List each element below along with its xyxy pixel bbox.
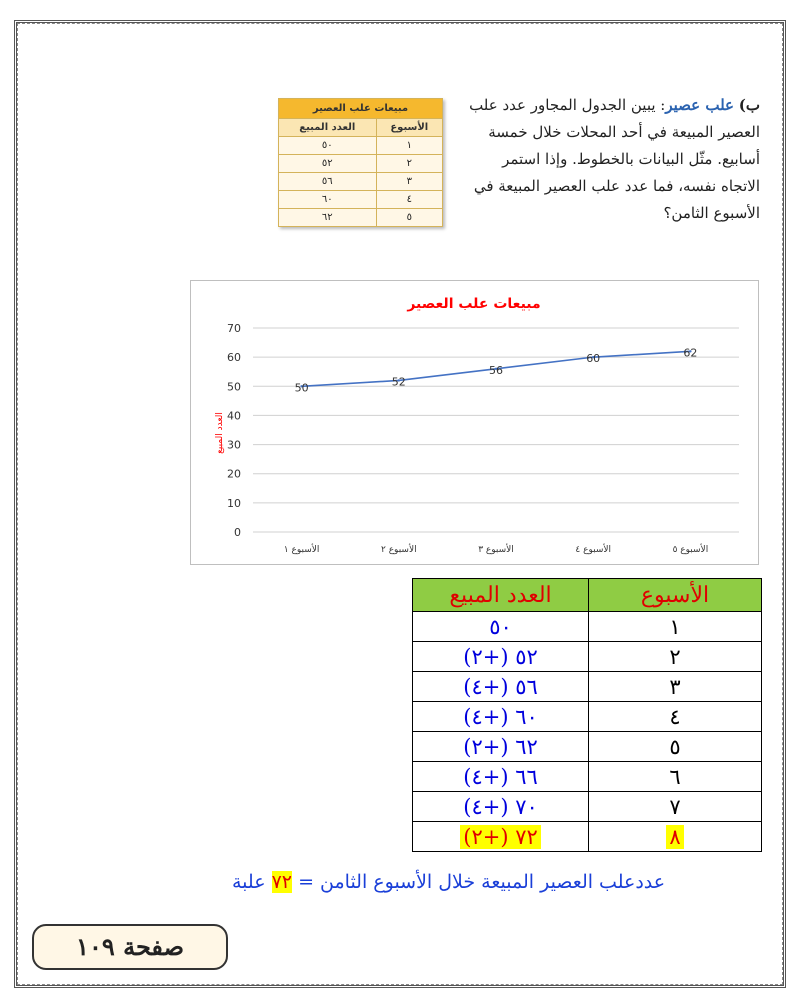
- table-cell: ٥٢ (+٢): [413, 642, 589, 672]
- chart-y-tick-label: 0: [234, 526, 241, 539]
- problem-body: : يبين الجدول المجاور عدد علب العصير المبيعة في أحد المحلات خلال خمسة أسابيع. مثّل البيانات بالخطوط. وإذا استمر الاتجاه نفسه، فما عدد علب العصير المبيعة في الأسبوع الثامن؟: [469, 96, 760, 222]
- chart-y-tick-label: 70: [227, 322, 241, 335]
- chart-x-tick-label: الأسبوع ٢: [380, 545, 417, 555]
- chart-canvas: [191, 281, 758, 564]
- chart-data-label: 62: [683, 346, 698, 360]
- table-cell: ٦: [589, 762, 762, 792]
- table-cell: ٥٦: [279, 173, 377, 191]
- textbook-table: [278, 98, 443, 227]
- chart-y-tick-label: 60: [227, 351, 241, 365]
- chart-y-tick-label: 20: [227, 467, 241, 481]
- table-cell: ٥٢: [279, 155, 377, 173]
- chart-y-axis-label: العدد المبيع: [215, 412, 225, 454]
- table-cell: [589, 822, 762, 852]
- table-row: [413, 732, 762, 762]
- chart-x-tick-label: الأسبوع ٣: [478, 545, 514, 555]
- table-cell: ٥: [376, 209, 442, 227]
- table-cell: ٣: [589, 672, 762, 702]
- table-cell: ٥٦ (+٤): [413, 672, 589, 702]
- table-row: [413, 672, 762, 702]
- answer-prefix: عددعلب العصير المبيعة خلال الأسبوع الثامن =: [298, 871, 666, 893]
- table-row: [413, 612, 762, 642]
- table-row: [279, 191, 443, 209]
- solution-table: [412, 578, 762, 852]
- chart-data-label: 52: [391, 375, 406, 389]
- table-cell: ٥: [589, 732, 762, 762]
- table-row: [279, 137, 443, 155]
- chart-data-label: 60: [586, 352, 601, 366]
- table-row: [413, 792, 762, 822]
- textbook-header-week: الأسبوع: [376, 119, 442, 137]
- table-row: [413, 642, 762, 672]
- table-cell: ٥٠: [413, 612, 589, 642]
- chart-data-label: 56: [489, 363, 503, 377]
- table-cell: ٢: [376, 155, 442, 173]
- answer-suffix: علبة: [232, 871, 266, 893]
- table-row: [279, 209, 443, 227]
- table-cell: ٧: [589, 792, 762, 822]
- table-cell: ٦٦ (+٤): [413, 762, 589, 792]
- table-cell: ٣: [376, 173, 442, 191]
- chart-data-label: 50: [294, 381, 309, 395]
- table-cell: [413, 822, 589, 852]
- chart-y-tick-label: 40: [227, 409, 241, 423]
- line-chart: [190, 280, 759, 565]
- table-cell: ١: [589, 612, 762, 642]
- table-cell: ٦٢: [279, 209, 377, 227]
- table-cell: ٤: [589, 702, 762, 732]
- solution-header-sold: العدد المبيع: [413, 579, 589, 612]
- textbook-header-sold: العدد المبيع: [279, 119, 377, 137]
- answer-line: [232, 871, 665, 893]
- table-cell: ٦٠ (+٤): [413, 702, 589, 732]
- chart-x-tick-label: الأسبوع ١: [283, 545, 320, 555]
- highlighted-week: ٨: [666, 825, 683, 849]
- table-cell: ٦٢ (+٢): [413, 732, 589, 762]
- problem-title: علب عصير: [665, 96, 734, 114]
- chart-x-tick-label: الأسبوع ٥: [672, 545, 709, 555]
- textbook-table-caption: مبيعات علب العصير: [279, 99, 443, 119]
- table-cell: ٤: [376, 191, 442, 209]
- table-cell: ٧٠ (+٤): [413, 792, 589, 822]
- problem-label: ب): [738, 96, 760, 114]
- table-row: [413, 762, 762, 792]
- page-number-tag: صفحة ١٠٩: [32, 924, 228, 970]
- table-cell: ٥٠: [279, 137, 377, 155]
- chart-y-tick-label: 50: [227, 380, 241, 394]
- highlighted-value: ٧٢ (+٢): [460, 825, 541, 849]
- problem-text: [460, 92, 760, 227]
- chart-y-tick-label: 10: [227, 496, 241, 510]
- table-cell: ٦٠: [279, 191, 377, 209]
- chart-y-tick-label: 30: [227, 438, 241, 452]
- chart-title: مبيعات علب العصير: [407, 296, 541, 312]
- table-cell: ٢: [589, 642, 762, 672]
- table-row-highlighted: [413, 822, 762, 852]
- chart-x-tick-label: الأسبوع ٤: [575, 545, 612, 555]
- table-row: [413, 702, 762, 732]
- answer-value: ٧٢: [271, 871, 293, 893]
- table-row: [279, 173, 443, 191]
- solution-header-week: الأسبوع: [589, 579, 762, 612]
- table-row: [279, 155, 443, 173]
- table-cell: ١: [376, 137, 442, 155]
